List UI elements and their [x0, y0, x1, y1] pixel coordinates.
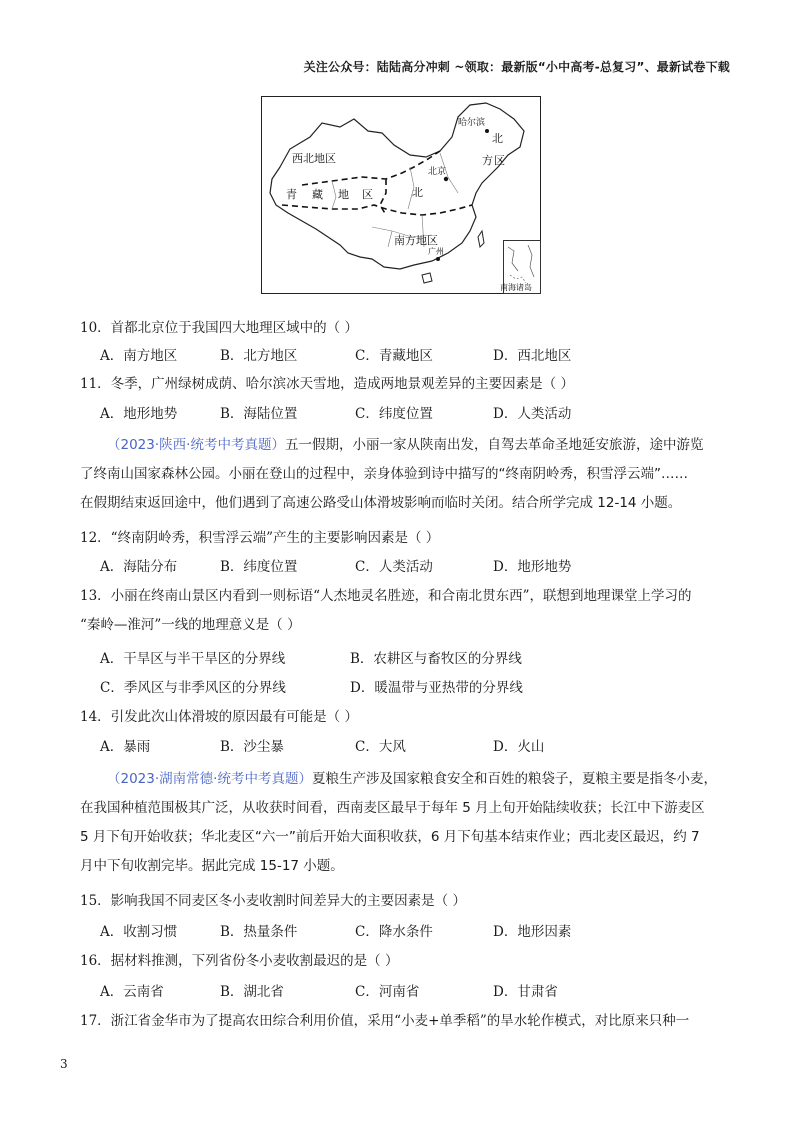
label-north-fang: 方	[482, 154, 493, 167]
passage-1-line-2: 了终南山国家森林公园。小丽在登山的过程中，亲身体验到诗中描写的“终南阴岭秀，积雪浮云端”……	[80, 466, 688, 482]
page-header: 关注公众号：陆陆高分冲刺 ~领取：最新版“小中高考-总复习”、最新试卷下载	[303, 60, 730, 74]
passage-2-line-1	[80, 765, 730, 794]
guangzhou-dot	[436, 257, 440, 261]
q16-option-c[interactable]: C．河南省	[355, 984, 420, 1000]
label-north-qu: 区	[494, 154, 505, 167]
label-di: 地	[338, 188, 349, 201]
passage-2	[80, 765, 730, 881]
passage-2-source: （2023·湖南常德·统考中考真题）	[107, 771, 312, 787]
q13-option-d[interactable]: D．暖温带与亚热带的分界线	[350, 680, 523, 696]
q11-option-d[interactable]: D．人类活动	[493, 406, 572, 422]
passage-2-line-3: 5 月下旬开始收获；华北麦区“六一”前后开始大面积收获，6 月下旬基本结束作业；西北麦区最迟，约 7	[80, 829, 700, 845]
q10-option-d[interactable]: D．西北地区	[493, 348, 572, 364]
q16-option-b[interactable]: B．湖北省	[220, 984, 284, 1000]
label-qu: 区	[362, 188, 373, 201]
q10-option-a[interactable]: A．南方地区	[100, 348, 178, 364]
question-11: 11．冬季，广州绿树成荫、哈尔滨冰天雪地，造成两地景观差异的主要因素是（ ）	[80, 376, 574, 392]
q10-option-c[interactable]: C．青藏地区	[355, 348, 433, 364]
qinghai-tibet-boundary	[380, 179, 386, 215]
q12-option-c[interactable]: C．人类活动	[355, 559, 433, 575]
question-15: 15．影响我国不同麦区冬小麦收割时间差异大的主要因素是（ ）	[80, 893, 466, 909]
label-northwest: 西北地区	[292, 152, 336, 165]
q12-option-a[interactable]: A．海陆分布	[100, 559, 178, 575]
passage-2-line-2: 在我国种植范围极其广泛，从收获时间看，西南麦区最早于每年 5 月上旬开始陆续收获；长江中下游麦区	[80, 800, 705, 816]
south-china-sea-inset	[500, 240, 541, 294]
q14-option-b[interactable]: B．沙尘暴	[220, 739, 284, 755]
q15-option-d[interactable]: D．地形因素	[493, 924, 572, 940]
question-16: 16．据材料推测，下列省份冬小麦收割最迟的是（ ）	[80, 953, 399, 969]
question-12: 12．“终南阴岭秀，积雪浮云端”产生的主要影响因素是（ ）	[80, 530, 440, 546]
qinling-huaihe-boundary	[282, 205, 472, 215]
label-zang: 藏	[312, 188, 323, 201]
question-14: 14．引发此次山体滑坡的原因最有可能是（ ）	[80, 709, 358, 725]
harbin-dot	[485, 129, 489, 133]
passage-1	[80, 431, 730, 518]
q14-option-c[interactable]: C．大风	[355, 739, 406, 755]
q15-option-c[interactable]: C．降水条件	[355, 924, 433, 940]
q11-option-b[interactable]: B．海陆位置	[220, 406, 298, 422]
beijing-dot	[444, 177, 448, 181]
question-13-line-2: “秦岭—淮河”一线的地理意义是（ ）	[80, 617, 301, 633]
taiwan-island	[478, 231, 484, 247]
page-number: 3	[60, 1057, 68, 1071]
q14-option-d[interactable]: D．火山	[493, 739, 545, 755]
passage-1-line-1	[80, 431, 730, 460]
q15-option-a[interactable]: A．收割习惯	[100, 924, 178, 940]
label-guangzhou: 广州	[428, 247, 444, 256]
q13-option-b[interactable]: B．农耕区与畜牧区的分界线	[350, 651, 522, 667]
q16-option-a[interactable]: A．云南省	[100, 984, 164, 1000]
q11-option-c[interactable]: C．纬度位置	[355, 406, 433, 422]
q13-option-c[interactable]: C．季风区与非季风区的分界线	[100, 680, 286, 696]
label-harbin: 哈尔滨	[458, 118, 486, 128]
passage-2-line-1-text: 夏粮生产涉及国家粮食安全和百姓的粮袋子，夏粮主要是指冬小麦，	[311, 771, 717, 787]
question-10: 10．首都北京位于我国四大地理区域中的（ ）	[80, 320, 358, 336]
label-beijing: 北京	[428, 167, 447, 177]
passage-1-line-1-text: 五一假期，小丽一家从陕南出发，自驾去革命圣地延安旅游，途中游览	[284, 437, 704, 453]
q12-option-b[interactable]: B．纬度位置	[220, 559, 298, 575]
q10-option-b[interactable]: B．北方地区	[220, 348, 298, 364]
question-17: 17．浙江省金华市为了提高农田综合利用价值，采用“小麦+单季稻”的旱水轮作模式，对比原来只种一	[80, 1013, 690, 1029]
china-outline-drawing	[262, 97, 540, 293]
q14-option-a[interactable]: A．暴雨	[100, 739, 151, 755]
passage-2-line-4: 月中下旬收割完毕。据此完成 15-17 小题。	[80, 858, 344, 874]
label-bei-center: 北	[412, 186, 423, 199]
label-qing: 青	[286, 188, 297, 201]
label-nanhai: 南海诸岛	[500, 283, 532, 292]
q11-option-a[interactable]: A．地形地势	[100, 406, 178, 422]
passage-1-source: （2023·陕西·统考中考真题）	[107, 437, 285, 453]
q15-option-b[interactable]: B．热量条件	[220, 924, 298, 940]
label-south: 南方地区	[394, 234, 438, 247]
q16-option-d[interactable]: D．甘肃省	[493, 984, 558, 1000]
passage-1-line-3: 在假期结束返回途中，他们遇到了高速公路受山体滑坡影响而临时关闭。结合所学完成 12-14 小题。	[80, 495, 682, 511]
question-13-line-1: 13．小丽在终南山景区内看到一则标语“人杰地灵名胜迹，和合南北贯东西”，联想到地理课堂上学习的	[80, 588, 692, 604]
q13-option-a[interactable]: A．干旱区与半干旱区的分界线	[100, 651, 286, 667]
china-regions-map	[261, 96, 541, 294]
q12-option-d[interactable]: D．地形地势	[493, 559, 572, 575]
hainan-island	[422, 273, 432, 283]
label-north-bei: 北	[492, 132, 503, 145]
